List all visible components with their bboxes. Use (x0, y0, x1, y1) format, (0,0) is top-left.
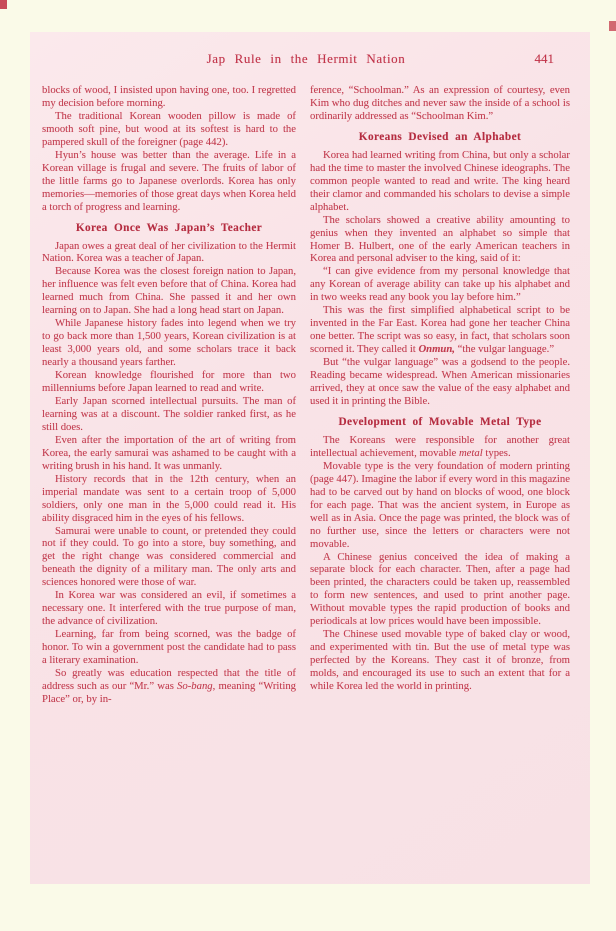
paragraph: But “the vulgar language” was a godsend to the people. Reading became widespread. When American missionaries arrived, they at once saw the value of the easy alphabet and used it in printing the Bible. (310, 356, 570, 407)
paragraph: While Japanese history fades into legend when we try to go back more than 1,500 years, Korean civilization is at least 3,000 years old, and some scholars trace it back nearly a thousand years farther. (42, 317, 296, 369)
scan-artifact-top-right (609, 21, 616, 31)
paragraph: So greatly was education respected that the title of address such as our “Mr.” was So-bang, meaning “Writing Place” or, by in- (42, 666, 297, 705)
running-header (42, 51, 570, 67)
paragraph: History records that in the 12th century, when an imperial mandate was sent to a certain troop of 5,000 soldiers, only one man in the 5,000 could read it. His ability disgraced him in the eyes of his fellows. (42, 472, 296, 524)
paragraph: “I can give evidence from my personal knowledge that any Korean of average ability can take up his alphabet and in two weeks read any book you lay before him.” (310, 265, 570, 304)
paragraph: Early Japan scorned intellectual pursuits. The man of learning was at a discount. The soldier ranked first, as he still does. (42, 394, 296, 433)
paragraph: Japan owes a great deal of her civilization to the Hermit Nation. Korea was a teacher of Japan. (42, 239, 296, 265)
column-left (42, 84, 296, 706)
paragraph: Korean knowledge flourished for more than two millenniums before Japan learned to read and write. (42, 369, 296, 395)
paragraph: The Koreans were responsible for another great intellectual achievement, movable metal types. (310, 433, 570, 459)
section-heading: Korea Once Was Japan’s Teacher (75, 221, 263, 234)
section-heading: Development of Movable Metal Type (338, 415, 542, 428)
scan-artifact-top-left (0, 0, 7, 9)
paragraph: Hyun’s house was better than the average. Life in a Korean village is frugal and severe. The fruits of labor of the little farms go to Japanese overlords. Korea has only memories—memories of those great days when Korea held a torch of progress and learning. (42, 148, 296, 213)
section-heading: Koreans Devised an Alphabet (358, 130, 522, 143)
two-column-text (42, 84, 570, 706)
paragraph: The scholars showed a creative ability amounting to genius when they invented an alphabet so simple that Homer B. Hulbert, one of the early American teachers in Korea and personal adviser to the king, said of it: (310, 213, 570, 265)
paragraph: Movable type is the very foundation of modern printing (page 447). Imagine the labor if every word in this magazine had to be carved out by hand on blocks of wood, one block for each page. That was the ancient system, in Europe as well as in Asia. Once the page was printed, the block was of no further use, since the letters or characters were not movable. (310, 459, 570, 550)
paragraph: The Chinese used movable type of baked clay or wood, and experimented with tin. But the use of metal type was perfected by the Koreans. They cast it of bronze, from molds, and encouraged its use to such an extent that for a while Korea led the world in printing. (310, 628, 570, 693)
paragraph: This was the first simplified alphabetical script to be invented in the Far East. Korea had gone her teacher China one better. The script was so easy, in fact, that scholars soon scorned it. They called it Onmun, “the vulgar language.” (310, 304, 570, 356)
paragraph: ference, “Schoolman.” As an expression of courtesy, even Kim who dug ditches and never saw the inside of a school is ordinarily addressed as “Schoolman Kim.” (310, 84, 570, 122)
paragraph: The traditional Korean wooden pillow is made of smooth soft pine, but wood at its softest is hard to the pampered skull of the foreigner (page 442). (42, 109, 296, 148)
paragraph: In Korea war was considered an evil, if sometimes a necessary one. It interfered with the true purpose of man, the advance of civilization. (42, 589, 296, 628)
paragraph: Even after the importation of the art of writing from Korea, the early samurai was ashamed to be caught with a writing brush in his hand. It was unmanly. (42, 433, 296, 472)
paragraph: Korea had learned writing from China, but only a scholar had the time to master the involved Chinese ideographs. The common people wanted to read and write. The king heard their clamor and commanded his scholars to devise a simple alphabet. (310, 148, 570, 213)
running-header-title: Jap Rule in the Hermit Nation (206, 51, 406, 66)
paragraph: Samurai were unable to count, or pretended they could not if they could. To go into a store, buy something, and get the right change was considered commercial and beneath the dignity of a military man. The only arts and sciences honored were those of war. (42, 524, 296, 589)
paragraph: Because Korea was the closest foreign nation to Japan, her influence was felt even before that of China. Korea had learned much from China. She passed it and her own learning on to Japan. She had a long head start on Japan. (42, 265, 296, 317)
book-page (30, 32, 590, 884)
paragraph: blocks of wood, I insisted upon having one, too. I regretted my decision before morning. (42, 84, 296, 109)
paragraph: A Chinese genius conceived the idea of making a separate block for each character. Then, after a page had been printed, the characters could be taken up, reassembled to form new sentences, and used to print another page. Without movable types the rapid production of books and periodicals at low prices would have been impossible. (310, 550, 570, 628)
paragraph: Learning, far from being scorned, was the badge of honor. To win a government post the candidate had to pass a literary examination. (42, 628, 296, 667)
column-right (310, 84, 570, 706)
page-number: 441 (534, 51, 554, 66)
